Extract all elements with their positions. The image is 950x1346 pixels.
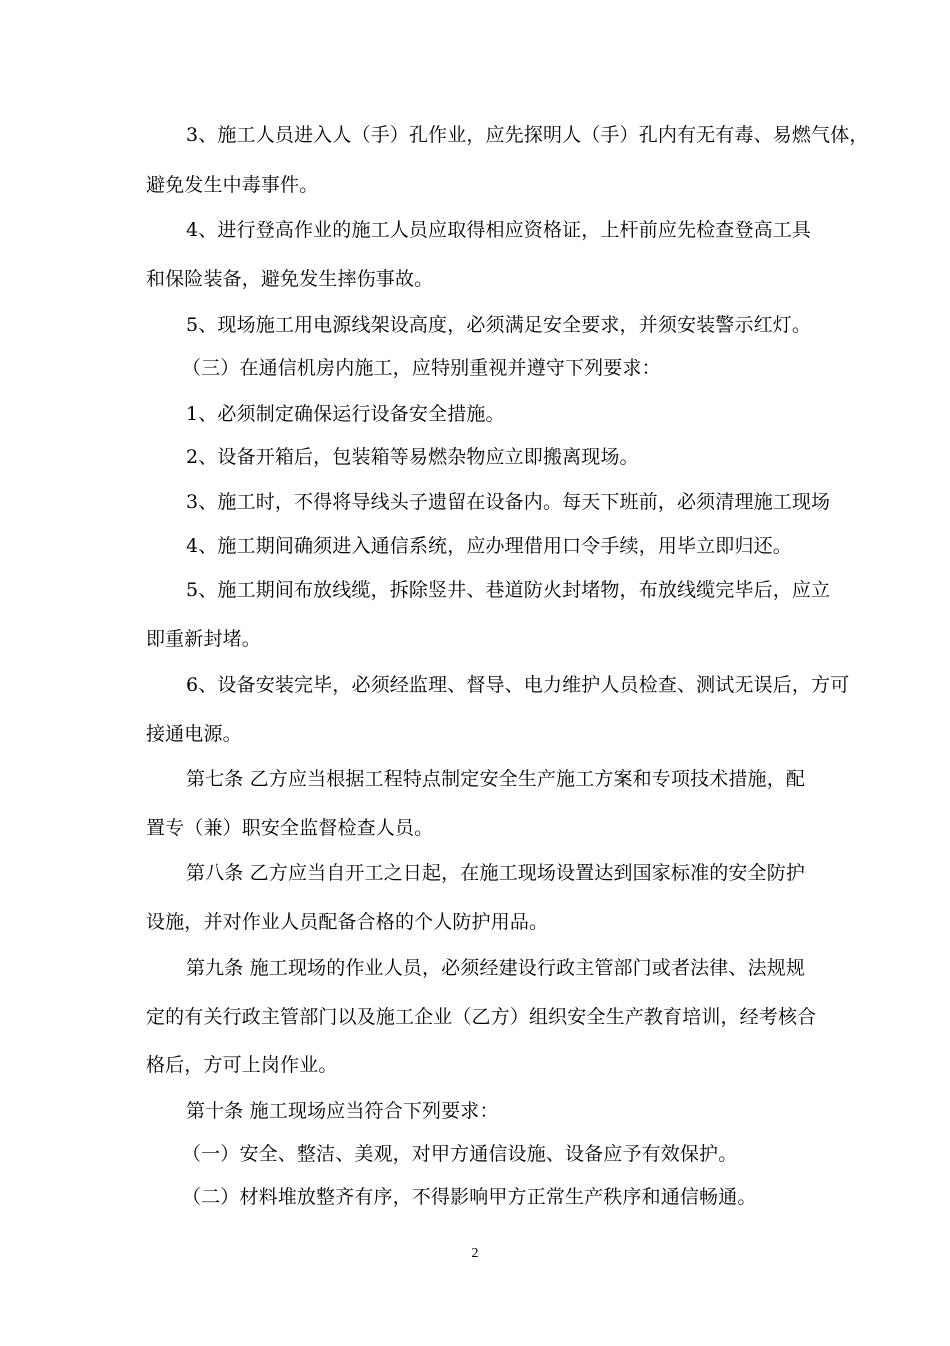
text-line: 2、设备开箱后，包装箱等易燃杂物应立即搬离现场。: [186, 446, 639, 468]
text-line: 1、必须制定确保运行设备安全措施。: [186, 403, 505, 425]
text-line: 第九条 施工现场的作业人员，必须经建设行政主管部门或者法律、法规规: [186, 957, 805, 979]
text-line: （一）安全、整洁、美观，对甲方通信设施、设备应予有效保护。: [182, 1143, 738, 1165]
text-line: 格后，方可上岗作业。: [146, 1054, 338, 1076]
text-line: 5、施工期间布放线缆，拆除竖井、巷道防火封堵物，布放线缆完毕后，应立: [186, 579, 831, 601]
text-line: （二）材料堆放整齐有序，不得影响甲方正常生产秩序和通信畅通。: [182, 1186, 757, 1208]
text-line: 5、现场施工用电源线架设高度，必须满足安全要求，并须安装警示红灯。: [186, 314, 812, 336]
text-line: 和保险装备，避免发生摔伤事故。: [146, 268, 434, 290]
text-line: 3、施工时，不得将导线头子遗留在设备内。每天下班前，必须清理施工现场: [186, 491, 831, 513]
text-line: 设施，并对作业人员配备合格的个人防护用品。: [146, 911, 549, 933]
text-line: 第十条 施工现场应当符合下列要求：: [186, 1100, 499, 1122]
text-line: （三）在通信机房内施工，应特别重视并遵守下列要求：: [182, 357, 661, 379]
page-number: 2: [471, 1246, 479, 1261]
text-line: 置专（兼）职安全监督检查人员。: [146, 817, 434, 839]
text-line: 避免发生中毒事件。: [146, 174, 319, 196]
text-line: 定的有关行政主管部门以及施工企业（乙方）组织安全生产教育培训，经考核合: [146, 1006, 817, 1028]
text-line: 接通电源。: [146, 723, 242, 745]
text-line: 3、施工人员进入人（手）孔作业，应先探明人（手）孔内有无有毒、易燃气体，: [186, 124, 869, 146]
text-line: 即重新封堵。: [146, 628, 261, 650]
text-line: 第七条 乙方应当根据工程特点制定安全生产施工方案和专项技术措施，配: [186, 768, 805, 790]
text-line: 第八条 乙方应当自开工之日起，在施工现场设置达到国家标准的安全防护: [186, 862, 805, 884]
text-line: 6、设备安装完毕，必须经监理、督导、电力维护人员检查、测试无误后，方可: [186, 674, 850, 696]
text-line: 4、进行登高作业的施工人员应取得相应资格证，上杆前应先检查登高工具: [186, 219, 812, 241]
text-line: 4、施工期间确须进入通信系统，应办理借用口令手续，用毕立即归还。: [186, 535, 792, 557]
